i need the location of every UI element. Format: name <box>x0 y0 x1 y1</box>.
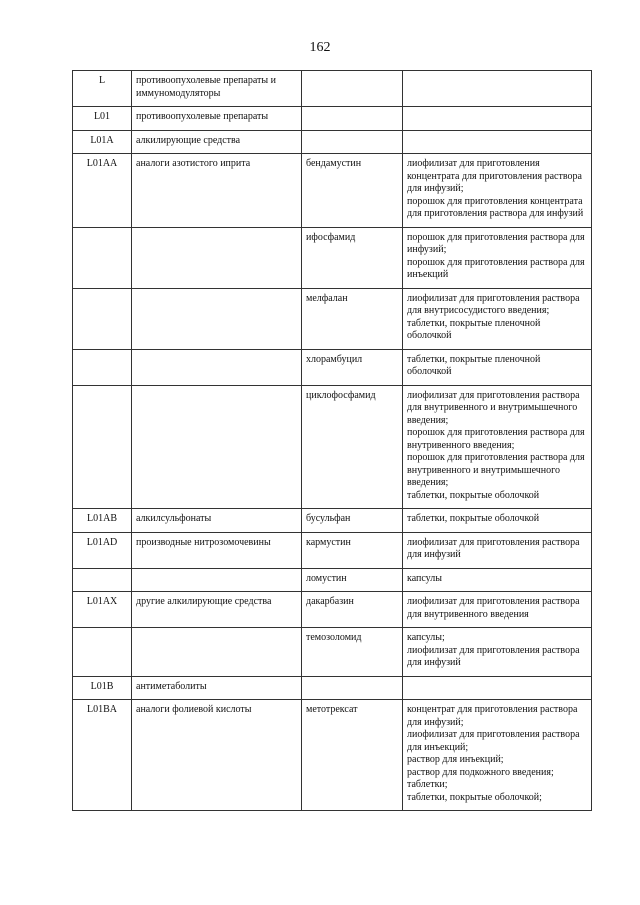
dosage-form-item: порошок для приготовления концентрата для приготовления раствора для инфузий <box>407 195 584 219</box>
dosage-form-cell <box>403 509 592 533</box>
drug-name-cell: ломустин <box>302 568 403 592</box>
drug-name-cell: кармустин <box>302 532 403 568</box>
atc-code-cell: L <box>73 71 132 107</box>
dosage-form-cell <box>403 592 592 628</box>
atc-group-cell: аналоги азотистого иприта <box>132 154 302 228</box>
drug-name-cell: бусульфан <box>302 509 403 533</box>
atc-code-cell <box>73 568 132 592</box>
dosage-form-item: лиофилизат для приготовления концентрата для приготовления раствора для инфузий; <box>407 158 582 194</box>
dosage-form-cell <box>403 628 592 677</box>
drug-name-cell <box>302 71 403 107</box>
table-row <box>73 130 592 154</box>
drug-name-cell: метотрексат <box>302 700 403 811</box>
dosage-form-item: капсулы; <box>407 632 445 643</box>
dosage-form-item: таблетки, покрытые оболочкой <box>407 489 540 501</box>
atc-group-cell <box>132 568 302 592</box>
drug-name-cell: циклофосфамид <box>302 385 403 509</box>
drug-name-cell: темозоломид <box>302 628 403 677</box>
atc-group-cell: противоопухолевые препараты <box>132 107 302 131</box>
page-number: 162 <box>309 40 331 55</box>
atc-code-cell: L01AA <box>73 154 132 228</box>
atc-code-cell: L01BA <box>73 700 132 811</box>
dosage-form-cell <box>403 349 592 385</box>
atc-code-cell: L01B <box>73 676 132 700</box>
atc-code-cell: L01AD <box>73 532 132 568</box>
dosage-form-item: порошок для приготовления раствора для инфузий; <box>407 231 585 255</box>
atc-code-cell <box>73 349 132 385</box>
dosage-form-item: лиофилизат для приготовления раствора для внутрисосудистого введения; <box>407 292 580 316</box>
dosage-form-cell <box>403 107 592 131</box>
dosage-form-cell <box>403 385 592 509</box>
atc-code-cell <box>73 385 132 509</box>
drug-table <box>72 70 592 811</box>
atc-group-cell: алкилсульфонаты <box>132 509 302 533</box>
table-row <box>73 700 592 811</box>
dosage-form-item: капсулы <box>407 572 442 584</box>
drug-name-cell: мелфалан <box>302 288 403 349</box>
table-row <box>73 349 592 385</box>
table-row <box>73 509 592 533</box>
dosage-form-item: лиофилизат для приготовления раствора для внутривенного введения <box>407 596 580 620</box>
atc-code-cell <box>73 288 132 349</box>
drug-name-cell: хлорамбуцил <box>302 349 403 385</box>
atc-code-cell: L01AX <box>73 592 132 628</box>
table-row <box>73 107 592 131</box>
dosage-form-cell <box>403 676 592 700</box>
drug-name-cell <box>302 107 403 131</box>
dosage-form-cell <box>403 288 592 349</box>
atc-code-cell: L01 <box>73 107 132 131</box>
table-row <box>73 532 592 568</box>
dosage-form-cell <box>403 532 592 568</box>
atc-code-cell: L01AB <box>73 509 132 533</box>
atc-code-cell <box>73 628 132 677</box>
dosage-form-cell <box>403 227 592 288</box>
dosage-form-cell <box>403 154 592 228</box>
table-row <box>73 676 592 700</box>
atc-group-cell: алкилирующие средства <box>132 130 302 154</box>
dosage-form-item: лиофилизат для приготовления раствора для инфузий <box>407 536 580 560</box>
dosage-form-cell <box>403 130 592 154</box>
dosage-form-item: концентрат для приготовления раствора для инфузий; <box>407 704 578 728</box>
atc-group-cell: антиметаболиты <box>132 676 302 700</box>
drug-name-cell <box>302 676 403 700</box>
dosage-form-item: таблетки; <box>407 779 448 790</box>
dosage-form-item: порошок для приготовления раствора для инъекций <box>407 256 585 280</box>
table-row <box>73 71 592 107</box>
drug-name-cell <box>302 130 403 154</box>
dosage-form-item: таблетки, покрытые пленочной оболочкой <box>407 353 541 377</box>
atc-group-cell <box>132 628 302 677</box>
table-row <box>73 154 592 228</box>
dosage-form-item: раствор для инъекций; <box>407 754 504 765</box>
atc-code-cell <box>73 227 132 288</box>
dosage-form-cell <box>403 568 592 592</box>
table-row <box>73 227 592 288</box>
table-row <box>73 568 592 592</box>
atc-group-cell: противоопухолевые препараты и иммуномодуляторы <box>132 71 302 107</box>
dosage-form-item: раствор для подкожного введения; <box>407 766 554 778</box>
atc-group-cell <box>132 288 302 349</box>
drug-name-cell: ифосфамид <box>302 227 403 288</box>
table-row <box>73 592 592 628</box>
atc-group-cell <box>132 385 302 509</box>
atc-group-cell <box>132 349 302 385</box>
dosage-form-item: порошок для приготовления раствора для внутривенного и внутримышечного введения; <box>407 452 585 488</box>
dosage-form-item: лиофилизат для приготовления раствора для инъекций; <box>407 729 580 753</box>
atc-group-cell: производные нитрозомочевины <box>132 532 302 568</box>
drug-name-cell: дакарбазин <box>302 592 403 628</box>
dosage-form-item: лиофилизат для приготовления раствора для внутривенного и внутримышечного введения; <box>407 389 580 426</box>
atc-group-cell <box>132 227 302 288</box>
dosage-form-item: порошок для приготовления раствора для внутривенного введения; <box>407 427 585 451</box>
dosage-form-item: таблетки, покрытые пленочной оболочкой <box>407 317 541 341</box>
atc-group-cell: другие алкилирующие средства <box>132 592 302 628</box>
dosage-form-cell <box>403 700 592 811</box>
dosage-form-item: таблетки, покрытые оболочкой <box>407 513 540 524</box>
dosage-form-item: таблетки, покрытые оболочкой; <box>407 791 542 803</box>
drug-name-cell: бендамустин <box>302 154 403 228</box>
table-row <box>73 385 592 509</box>
table-row <box>73 288 592 349</box>
dosage-form-cell <box>403 71 592 107</box>
table-row <box>73 628 592 677</box>
dosage-form-item: лиофилизат для приготовления раствора для инфузий <box>407 644 580 668</box>
atc-code-cell: L01A <box>73 130 132 154</box>
atc-group-cell: аналоги фолиевой кислоты <box>132 700 302 811</box>
